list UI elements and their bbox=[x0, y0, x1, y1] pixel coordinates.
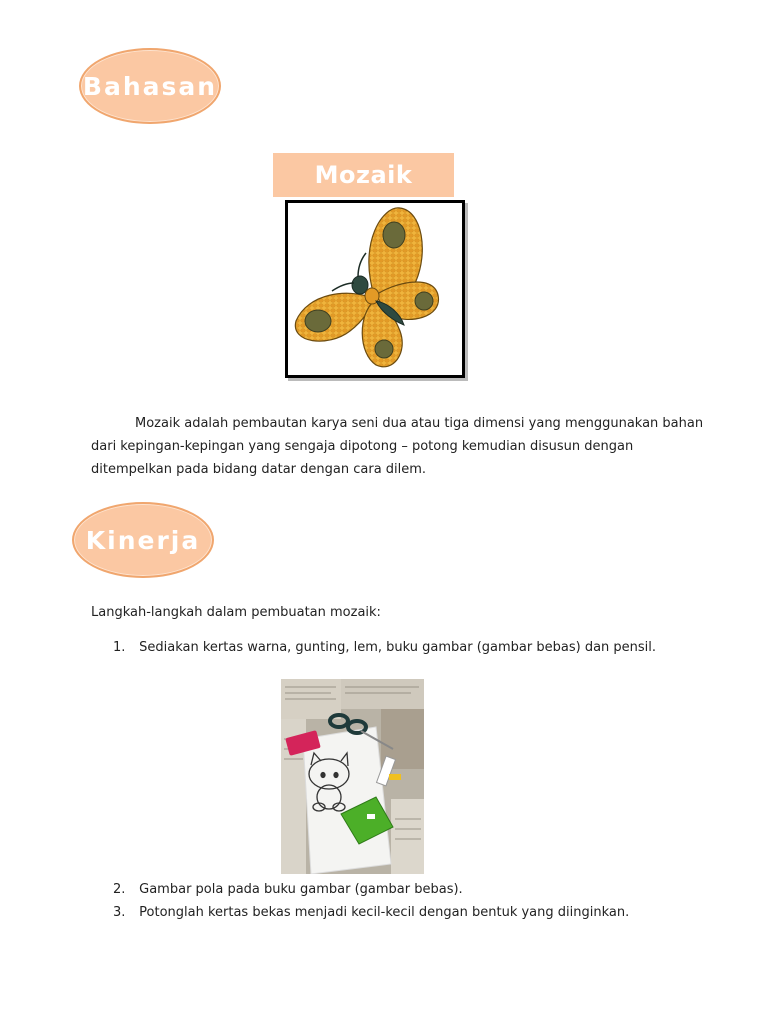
butterfly-illustration bbox=[288, 203, 462, 375]
butterfly-antenna bbox=[332, 283, 354, 291]
heading-bahasan bbox=[79, 48, 221, 124]
step-text: Sediakan kertas warna, gunting, lem, buku gambar (gambar bebas) dan pensil. bbox=[139, 640, 657, 655]
mozaik-paragraph-line: Mozaik adalah pembautan karya seni dua atau tiga dimensi yang menggunakan bahan bbox=[135, 416, 704, 431]
step-number: 3. bbox=[113, 905, 126, 920]
butterfly-mosaic-image bbox=[285, 200, 465, 378]
materials-photo-illustration bbox=[281, 679, 424, 874]
upper-right-spot bbox=[383, 222, 405, 248]
mozaik-paragraph-line: ditempelkan pada bidang datar dengan cara dilem. bbox=[91, 462, 427, 477]
butterfly-antenna bbox=[358, 253, 366, 277]
step-text: Potonglah kertas bekas menjadi kecil-kecil dengan bentuk yang diinginkan. bbox=[139, 905, 630, 920]
heading-bahasan-label: Bahasan bbox=[82, 71, 218, 101]
list-item bbox=[113, 903, 629, 923]
heading-kinerja-label: Kinerja bbox=[85, 525, 201, 555]
lower-right-spot bbox=[415, 292, 433, 310]
step-number: 1. bbox=[113, 640, 126, 655]
lower-left-spot bbox=[375, 340, 393, 358]
steps-intro: Langkah-langkah dalam pembuatan mozaik: bbox=[91, 605, 381, 620]
yellow-item bbox=[389, 774, 401, 780]
step-text: Gambar pola pada buku gambar (gambar bebas). bbox=[139, 882, 463, 897]
mozaik-title: Mozaik bbox=[314, 161, 413, 189]
step-number: 2. bbox=[113, 882, 126, 897]
upper-left-spot bbox=[305, 310, 331, 332]
materials-photo bbox=[281, 679, 424, 874]
mozaik-paragraph-line: dari kepingan-kepingan yang sengaja dipotong – potong kemudian disusun dengan bbox=[91, 439, 634, 454]
list-item bbox=[113, 638, 656, 658]
mozaik-title-box bbox=[273, 153, 454, 197]
list-item bbox=[113, 880, 463, 900]
heading-kinerja bbox=[72, 502, 214, 578]
butterfly-head bbox=[352, 276, 368, 294]
